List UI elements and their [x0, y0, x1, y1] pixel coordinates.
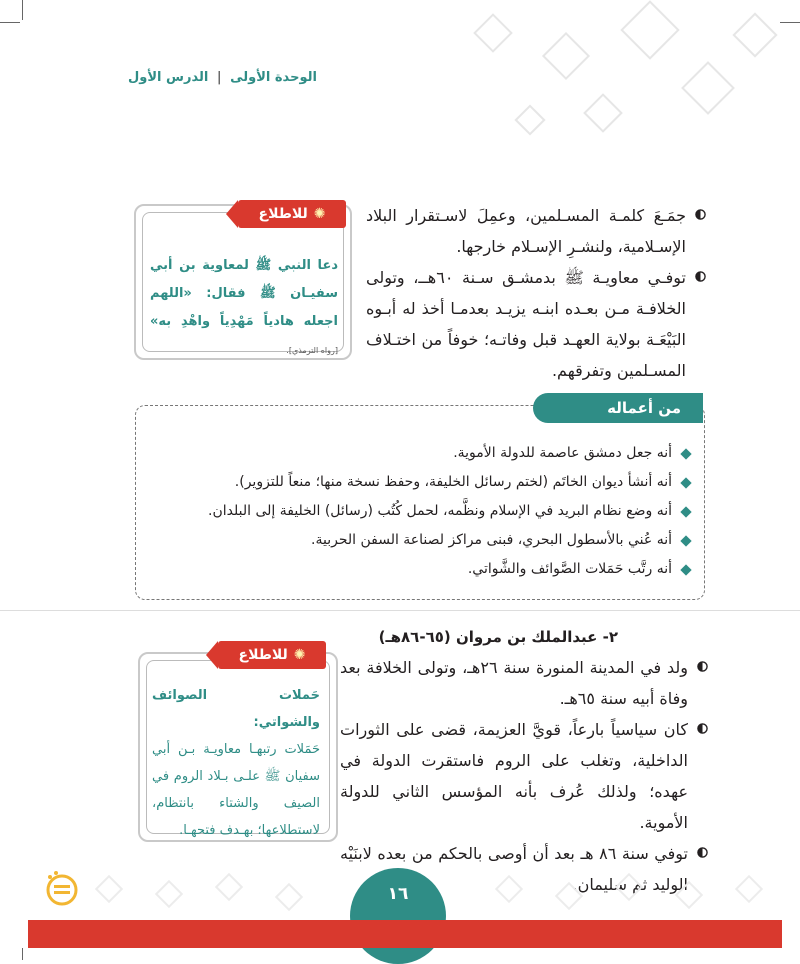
info-tag: [238, 200, 346, 228]
info-tag: [218, 641, 326, 669]
diamond-bullet-icon: [680, 448, 691, 459]
list-item: [208, 474, 690, 503]
bullet-icon: [695, 209, 706, 220]
achievements-list: [208, 445, 690, 590]
page-header: [128, 70, 317, 85]
lesson-label: الدرس الأول: [128, 70, 209, 85]
list-item: [208, 445, 690, 474]
info-tag-label: للاطلاع: [238, 647, 288, 663]
bullet-icon: [697, 847, 708, 858]
achievements-title-text: من أعماله: [607, 399, 681, 417]
decorative-pattern: [440, 0, 800, 180]
info-tag-label: للاطلاع: [258, 206, 308, 222]
diamond-bullet-icon: [680, 535, 691, 546]
intro-bullet-text: توفـي معاويـة ﷺ بدمشـق سـنة ٦٠هــ، وتولى الخلافـة مـن بعـده ابنـه يزيـد بعدمـا أخذ له أبـوه البَيْعَـة بولاية العهـد قبل وفاتـه؛ خوفاً من اختـلاف المسـلمين وتفرقهم.: [366, 268, 687, 380]
unit-label: الوحدة الأولى: [230, 70, 317, 85]
list-item: [208, 561, 690, 590]
lightbulb-icon: ✺: [293, 647, 306, 663]
lightbulb-icon: ✺: [313, 206, 326, 222]
section2-bullet-text: كان سياسياً بارعاً، قويَّ العزيمة، قضى على الثورات الداخلية، وتغلب على الروم فاستقرت الدولة في عهده؛ ولذلك عُرف بأنه المؤسس الثاني للدولة الأموية.: [340, 720, 688, 832]
list-item: [208, 503, 690, 532]
footer-bar: [28, 920, 782, 948]
section-divider: [0, 610, 800, 611]
crop-mark: [22, 0, 23, 20]
list-item-text: أنه أنشأ ديوان الخاتَم (لختم رسائل الخليفة، وحفظ نسخة منها؛ منعاً للتزوير).: [234, 474, 672, 490]
list-item-text: أنه عُني بالأسطول البحري، فبنى مراكز لصناعة السفن الحربية.: [311, 532, 672, 548]
header-separator: |: [216, 70, 222, 85]
achievements-title: [533, 393, 703, 423]
section-heading: ٢- عبدالملك بن مروان (٦٥-٨٦هـ): [378, 628, 618, 646]
list-item-text: أنه جعل دمشق عاصمة للدولة الأموية.: [453, 445, 672, 461]
bullet-icon: [697, 661, 708, 672]
intro-bullet: [366, 200, 706, 262]
section2-bullet: [340, 714, 708, 838]
intro-bullet-text: جمَـعَ كلمـة المسـلمين، وعمِلَ لاسـتقرار البلاد الإسـلامية، ولنشـرِ الإسـلام خارجها.: [366, 206, 686, 256]
diamond-bullet-icon: [680, 506, 691, 517]
list-item: [208, 532, 690, 561]
info-box-title: حَملات الصوائف والشواتي:: [152, 688, 320, 730]
page-number-badge: [350, 868, 446, 964]
info-text: دعا النبي ﷺ لمعاوية بن أبي سفيـان ﷺ فقال: «اللهم اجعله هادياً مَهْدِياً واهْدِ به»: [150, 258, 338, 329]
bullet-icon: [695, 271, 706, 282]
page-number: ١٦: [387, 884, 409, 904]
diamond-bullet-icon: [680, 564, 691, 575]
section2-bullet-text: ولد في المدينة المنورة سنة ٢٦هـ، وتولى الخلافة بعد وفاة أبيه سنة ٦٥هـ.: [340, 658, 689, 708]
info-box-text: [150, 252, 338, 365]
bullet-icon: [697, 723, 708, 734]
crop-mark: [22, 948, 23, 960]
citation: [رواه الترمذي].: [286, 346, 338, 355]
intro-bullet: [366, 262, 706, 386]
info-box-text: [152, 682, 320, 844]
info-text: حَمَلات رتبهـا معاويـة بـن أبي سفيان ﷺ علـى بـلاد الروم في الصيف والشتاء بانتظام، لاستطلاعها؛ بهـدف فتحهـا.: [152, 742, 320, 838]
section2-bullet: [340, 652, 708, 714]
list-item-text: أنه رتَّب حَمَلات الصَّوائف والشَّواتي.: [467, 561, 672, 577]
crop-mark: [0, 22, 20, 23]
section2-bullet-text: توفي سنة ٨٦ هـ بعد أن أوصى بالحكم من بعده لابنَيْه الوليد ثم سليمان.: [340, 844, 688, 894]
publisher-logo-icon: [42, 868, 82, 908]
intro-paragraphs: [366, 200, 706, 386]
diamond-bullet-icon: [680, 477, 691, 488]
list-item-text: أنه وضع نظام البريد في الإسلام ونظَّمه، لحمل كُتُب (رسائل) الخليفة إلى البلدان.: [208, 503, 672, 519]
